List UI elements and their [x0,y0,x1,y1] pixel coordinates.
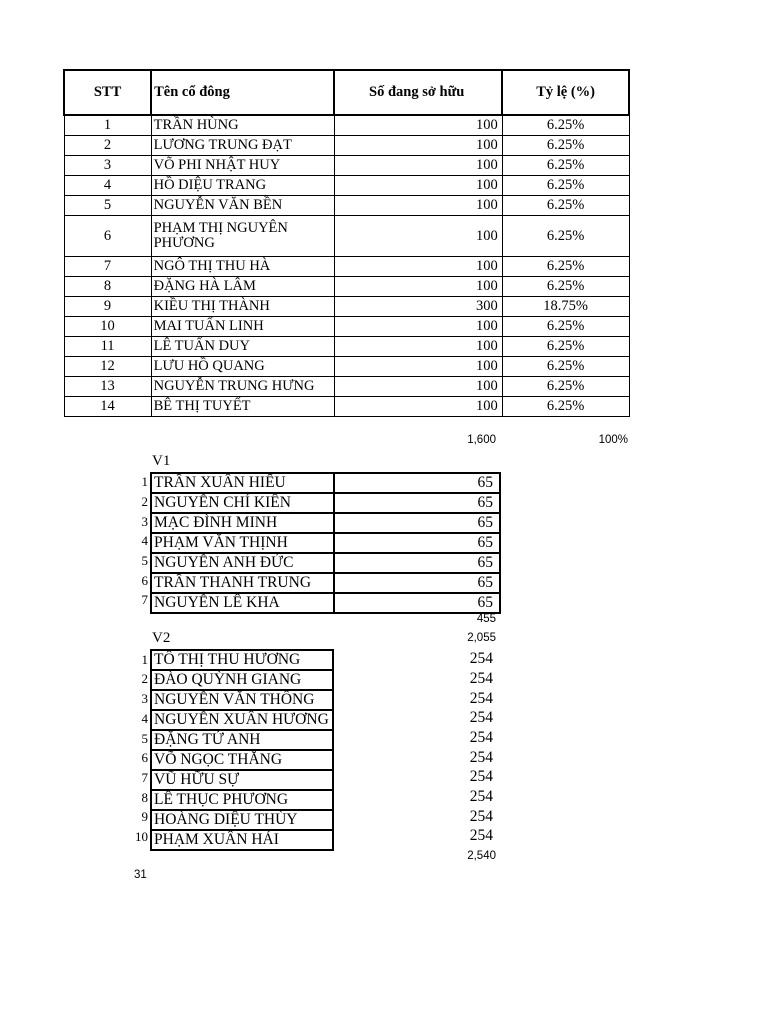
v1-table [150,472,501,614]
v2-index: 6 [141,750,148,765]
v2-value: 254 [469,729,493,746]
row-name: ĐẶNG HÀ LÂM [151,277,334,297]
v2-index: 7 [141,770,148,785]
row-stt: 9 [64,297,151,317]
table-row [64,176,629,196]
row-percent: 6.25% [502,357,629,377]
row-stt: 13 [64,377,151,397]
row-shares: 100 [334,357,502,377]
row-percent: 6.25% [502,377,629,397]
table-row [64,216,629,257]
v2-value: 254 [469,808,493,825]
row-stt: 8 [64,277,151,297]
v2-index: 4 [141,711,148,726]
row-name: MAI TUẤN LINH [151,317,334,337]
table-row [151,710,333,730]
table-row [64,156,629,176]
v1-index: 3 [141,514,148,529]
table-row [64,277,629,297]
v2-name: VÕ NGỌC THẮNG [151,750,333,770]
row-stt: 5 [64,196,151,216]
v2-name: PHẠM XUÂN HẢI [151,830,333,850]
v1-total: 455 [476,613,496,625]
total-shares: 1,600 [467,434,496,446]
row-name: LƯU HỒ QUANG [151,357,334,377]
row-stt: 11 [64,337,151,357]
v2-value: 254 [469,788,493,805]
table-row [64,257,629,277]
v2-value: 254 [469,768,493,785]
v1-name: NGUYỄN ANH ĐỨC [151,553,334,573]
table-row [151,790,333,810]
table-row [64,377,629,397]
v2-value: 254 [469,709,493,726]
v2-index: 8 [141,790,148,805]
row-stt: 14 [64,397,151,417]
row-shares: 100 [334,136,502,156]
v2-value: 254 [469,670,493,687]
v2-value: 254 [469,827,493,844]
v2-name: NGUYỄN XUÂN HƯƠNG [151,710,333,730]
v1-name: TRẦN THANH TRUNG [151,573,334,593]
row-shares: 100 [334,377,502,397]
table-row [151,670,333,690]
table-header-row [64,70,629,115]
v2-name: HOÀNG DIỆU THÙY [151,810,333,830]
v2-index: 10 [135,829,148,844]
row-percent: 6.25% [502,317,629,337]
row-name: TRẦN HÙNG [151,115,334,136]
v2-index: 1 [141,652,148,667]
row-percent: 6.25% [502,196,629,216]
header-percent: Tỷ lệ (%) [502,70,629,115]
table-row [151,810,333,830]
v2-total: 2,540 [467,850,496,862]
row-stt: 1 [64,115,151,136]
table-row [64,317,629,337]
row-percent: 6.25% [502,397,629,417]
v1-name: NGUYỄN CHÍ KIÊN [151,493,334,513]
v2-name: VŨ HỮU SỰ [151,770,333,790]
table-row [151,493,500,513]
row-shares: 100 [334,277,502,297]
table-row [64,196,629,216]
row-percent: 6.25% [502,337,629,357]
v2-name: NGUYỄN VĂN THÔNG [151,690,333,710]
row-shares: 100 [334,196,502,216]
v1-index: 2 [141,494,148,509]
row-stt: 2 [64,136,151,156]
row-name: LÊ TUẤN DUY [151,337,334,357]
row-shares: 100 [334,257,502,277]
table-row [151,650,333,670]
table-row [151,553,500,573]
table-row [151,593,500,613]
row-shares: 100 [334,317,502,337]
table-row [64,397,629,417]
v1-index: 1 [141,474,148,489]
v2-table [150,649,334,851]
v2-index: 9 [141,809,148,824]
table-row [151,690,333,710]
row-shares: 100 [334,397,502,417]
v1-index: 4 [141,533,148,548]
v2-value: 254 [469,690,493,707]
v1-value: 65 [334,593,500,613]
row-percent: 6.25% [502,136,629,156]
v2-name: LÊ THỤC PHƯƠNG [151,790,333,810]
v1-index: 5 [141,553,148,568]
row-name: NGÔ THỊ THU HÀ [151,257,334,277]
row-name: KIỀU THỊ THÀNH [151,297,334,317]
row-name: NGUYỄN TRUNG HƯNG [151,377,334,397]
v2-name: TÔ THỊ THU HƯƠNG [151,650,333,670]
row-percent: 6.25% [502,156,629,176]
v1-value: 65 [334,573,500,593]
row-stt: 7 [64,257,151,277]
row-name: NGUYỄN VĂN BỀN [151,196,334,216]
v1-value: 65 [334,513,500,533]
shareholder-table [63,69,630,417]
row-percent: 18.75% [502,297,629,317]
row-percent: 6.25% [502,277,629,297]
row-shares: 100 [334,337,502,357]
v1-name: TRẦN XUÂN HIẾU [151,473,334,493]
v1-value: 65 [334,553,500,573]
row-stt: 12 [64,357,151,377]
row-shares: 100 [334,156,502,176]
v2-name: ĐÀO QUỲNH GIANG [151,670,333,690]
v2-index: 5 [141,731,148,746]
table-row [151,573,500,593]
v2-index: 2 [141,671,148,686]
row-stt: 4 [64,176,151,196]
v1-value: 65 [334,533,500,553]
table-row [64,136,629,156]
table-row [151,770,333,790]
v2-index: 3 [141,691,148,706]
row-name: BÊ THỊ TUYẾT [151,397,334,417]
row-percent: 6.25% [502,115,629,136]
header-shares: Số đang sở hữu [334,70,502,115]
total-percent: 100% [598,434,628,446]
row-percent: 6.25% [502,176,629,196]
footer-number: 31 [134,869,147,881]
row-percent: 6.25% [502,216,629,257]
v1-index: 7 [141,592,148,607]
row-name: VÕ PHI NHẬT HUY [151,156,334,176]
v1-label: V1 [152,453,171,469]
v1-index: 6 [141,573,148,588]
table-row [151,750,333,770]
table-row [64,337,629,357]
table-row [151,473,500,493]
header-name: Tên cổ đông [151,70,334,115]
row-shares: 100 [334,115,502,136]
v1-value: 65 [334,473,500,493]
table-row [151,830,333,850]
running-total: 2,055 [467,632,496,644]
v2-label: V2 [152,630,171,646]
table-row [151,730,333,750]
header-stt: STT [64,70,151,115]
row-percent: 6.25% [502,257,629,277]
v2-value: 254 [469,749,493,766]
table-row [64,115,629,136]
row-stt: 10 [64,317,151,337]
table-row [64,357,629,377]
table-row [64,297,629,317]
table-row [151,513,500,533]
v1-name: NGUYỄN LÊ KHA [151,593,334,613]
v1-name: PHẠM VĂN THỊNH [151,533,334,553]
v1-value: 65 [334,493,500,513]
row-name: LƯƠNG TRUNG ĐẠT [151,136,334,156]
v1-name: MẠC ĐÌNH MINH [151,513,334,533]
row-shares: 300 [334,297,502,317]
row-name: HỒ DIỆU TRANG [151,176,334,196]
v2-name: ĐẶNG TỬ ANH [151,730,333,750]
row-name: PHẠM THỊ NGUYÊN PHƯƠNG [151,216,334,257]
v2-value: 254 [469,650,493,667]
row-stt: 3 [64,156,151,176]
row-shares: 100 [334,216,502,257]
table-row [151,533,500,553]
row-shares: 100 [334,176,502,196]
row-stt: 6 [64,216,151,257]
